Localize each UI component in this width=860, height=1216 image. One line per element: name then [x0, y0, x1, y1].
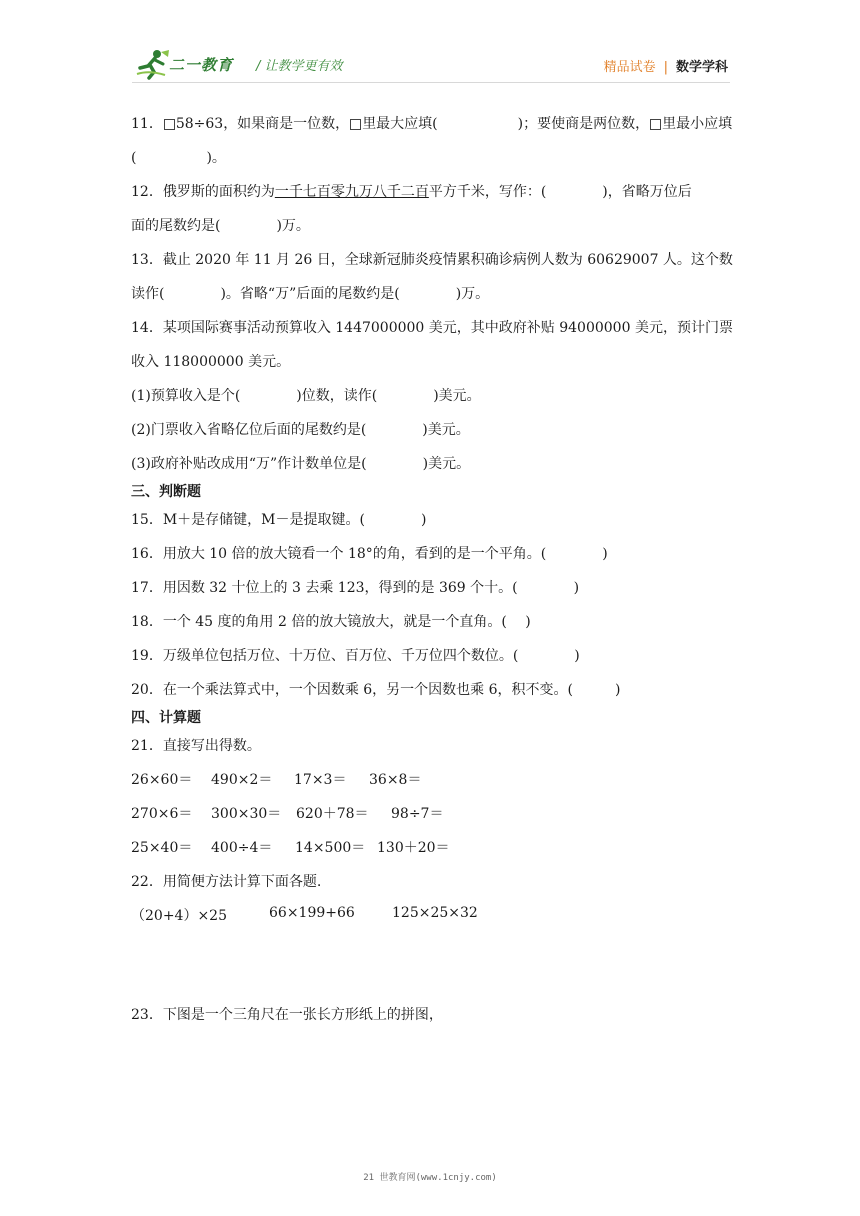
q12-text-a: 12．俄罗斯的面积约为	[131, 184, 275, 200]
page-footer: 21 世教育网(www.1cnjy.com)	[363, 1173, 497, 1183]
q13-line1: 13．截止 2020 年 11 月 26 日，全球新冠肺炎疫情累积确诊病例人数为 60629007 人。这个数	[131, 252, 733, 268]
calc-item: 25×40＝	[131, 840, 193, 856]
q20: 20．在一个乘法算式中，一个因数乘 6，另一个因数也乘 6，积不变。( )	[131, 682, 621, 698]
q11-text-c: )；要使商是两位数，	[517, 116, 650, 132]
calc-item: 300×30＝	[211, 806, 282, 822]
header-brand	[604, 56, 728, 75]
q19: 19．万级单位包括万位、十万位、百万位、千万位四个数位。( )	[131, 648, 580, 664]
calc-item: 14×500＝	[295, 840, 366, 856]
q16: 16．用放大 10 倍的放大镜看一个 18°的角，看到的是一个平角。( )	[131, 546, 608, 562]
q14-sub3: (3)政府补贴改成用“万”作计数单位是( )美元。	[131, 456, 471, 472]
slogan: / 让教学更有效	[256, 59, 343, 74]
calc-item: 130＋20＝	[377, 840, 450, 856]
q11-number: 11．	[131, 116, 163, 132]
calc-item: （20+4）×25	[131, 908, 227, 924]
q11-line2: ( )。	[131, 150, 226, 166]
section-heading-calculation: 四、计算题	[131, 710, 201, 726]
calc-item: 17×3＝	[294, 772, 347, 788]
calc-item: 36×8＝	[369, 772, 422, 788]
q11-text-a: 58÷63，如果商是一位数，	[175, 116, 350, 132]
calc-item: 620＋78＝	[296, 806, 369, 822]
q12-line2: 面的尾数约是( )万。	[131, 218, 310, 234]
q11-text-d: 里最小应填	[662, 116, 733, 132]
q14-sub2: (2)门票收入省略亿位后面的尾数约是( )美元。	[131, 422, 470, 438]
calc-item: 125×25×32	[392, 905, 478, 921]
q14-line1: 14．某项国际赛事活动预算收入 1447000000 美元，其中政府补贴 94000000 美元，预计门票	[131, 320, 733, 336]
q14-line2: 收入 118000000 美元。	[131, 354, 291, 370]
q12-line1	[131, 181, 692, 201]
section-heading-judgement: 三、判断题	[131, 484, 201, 500]
brand-label-b: 数学学科	[675, 60, 728, 75]
q23: 23．下图是一个三角尺在一张长方形纸上的拼图，	[131, 1007, 443, 1023]
square-box-icon	[164, 119, 175, 130]
q21-title: 21．直接写出得数。	[131, 738, 261, 754]
q14-sub1: (1)预算收入是个( )位数，读作( )美元。	[131, 388, 481, 404]
calc-item: 270×6＝	[131, 806, 193, 822]
q11-text-b: 里最大应填(	[362, 116, 438, 132]
square-box-icon	[350, 119, 361, 130]
square-box-icon	[650, 119, 661, 130]
calc-item: 26×60＝	[131, 772, 193, 788]
q11-line1	[131, 113, 732, 133]
brand-separator: |	[663, 60, 668, 75]
calc-item: 490×2＝	[211, 772, 273, 788]
calc-item: 66×199+66	[269, 905, 355, 921]
logo-text: 二一教育	[169, 56, 234, 74]
calc-item: 98÷7＝	[391, 806, 444, 822]
calc-item: 400÷4＝	[211, 840, 273, 856]
header-divider	[132, 82, 730, 83]
q22-title: 22．用简便方法计算下面各题.	[131, 874, 322, 890]
runner-logo-icon	[135, 48, 171, 80]
q12-underlined-number: 一千七百零九万八千二百	[274, 184, 429, 200]
q18: 18．一个 45 度的角用 2 倍的放大镜放大，就是一个直角。( )	[131, 614, 531, 630]
q13-line2: 读作( )。省略“万”后面的尾数约是( )万。	[131, 286, 490, 302]
q12-text-b: 平方千米，写作：( )，省略万位后	[428, 184, 692, 200]
q15: 15．M＋是存储键，M－是提取键。( )	[131, 512, 427, 528]
brand-label-a: 精品试卷	[603, 60, 656, 75]
logo	[135, 48, 255, 80]
q17: 17．用因数 32 十位上的 3 去乘 123，得到的是 369 个十。( )	[131, 580, 580, 596]
